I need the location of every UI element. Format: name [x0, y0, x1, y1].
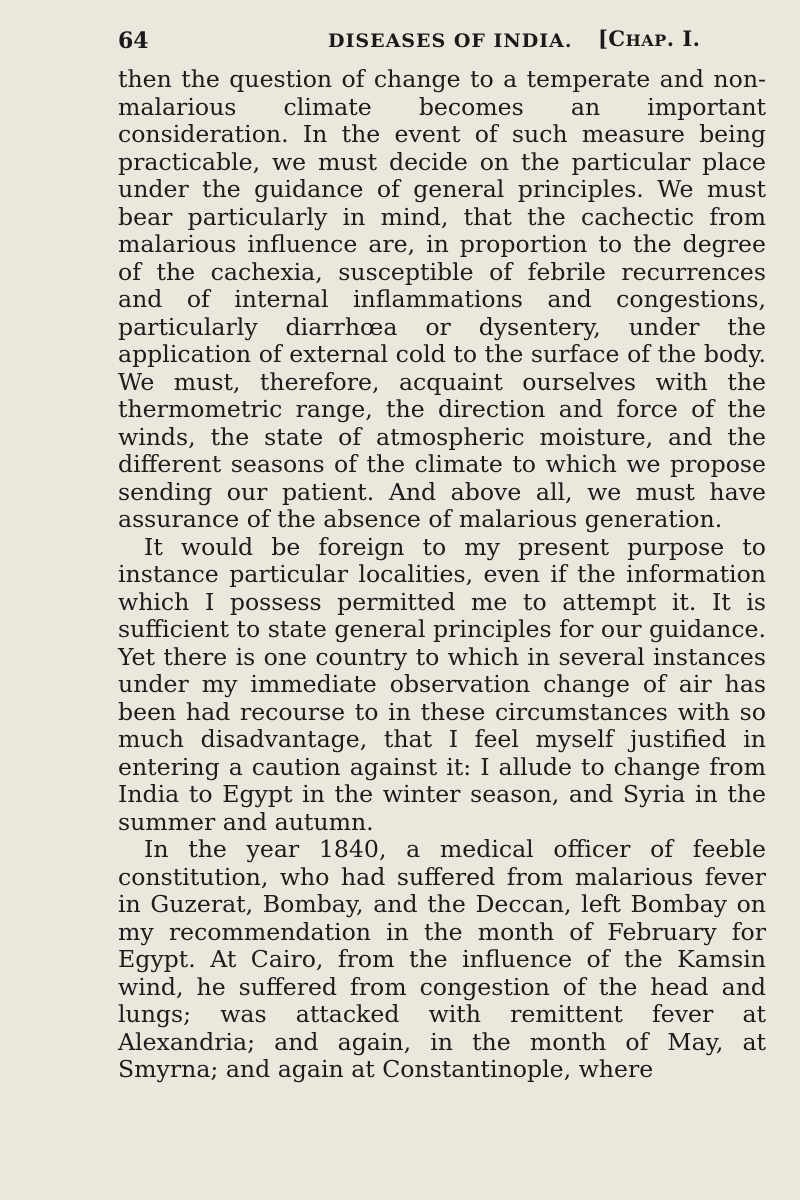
page-number: 64	[118, 28, 149, 54]
body-text	[118, 66, 766, 1084]
chapter-suffix: . I.	[666, 26, 701, 51]
chapter-prefix: [C	[598, 26, 626, 51]
paragraph: It would be foreign to my present purpose to instance particular localities, even if the information which I possess permitted me to attempt it. It is sufficient to state general principles for our guidance. Yet there is one country to which in several instances under my immediate observation change of air has been had recourse to in these circumstances with so much disadvantage, that I feel myself justified in entering a caution against it: I allude to change from India to Egypt in the winter season, and Syria in the summer and autumn.	[118, 532, 766, 836]
paragraph: then the question of change to a temperate and non-malarious climate becomes an important consideration. In the event of such measure being practicable, we must decide on the particular place under the guidance of general principles. We must bear particularly in mind, that the cachectic from malarious influence are, in proportion to the degree of the cachexia, susceptible of febrile recurrences and of internal inflammations and congestions, particularly diarrhœa or dysentery, under the application of external cold to the surface of the body. We must, therefore, acquaint ourselves with the thermometric range, the direction and force of the winds, the state of atmospheric moisture, and the different seasons of the climate to which we propose sending our patient. And above all, we must have assurance of the absence of malarious generation.	[118, 65, 766, 533]
running-title: DISEASES OF INDIA.	[328, 30, 573, 52]
chapter-small-caps: HAP	[625, 31, 667, 50]
paragraph: In the year 1840, a medical officer of feeble constitution, who had suffered from malarious fever in Guzerat, Bombay, and the Deccan, left Bombay on my recommendation in the month of February for Egypt. At Cairo, from the influence of the Kamsin wind, he suffered from congestion of the head and lungs; was attacked with remittent fever at Alexandria; and again, in the month of May, at Smyrna; and again at Constantinople, where	[118, 835, 766, 1083]
chapter-mark	[598, 26, 700, 51]
page-header	[118, 24, 778, 60]
